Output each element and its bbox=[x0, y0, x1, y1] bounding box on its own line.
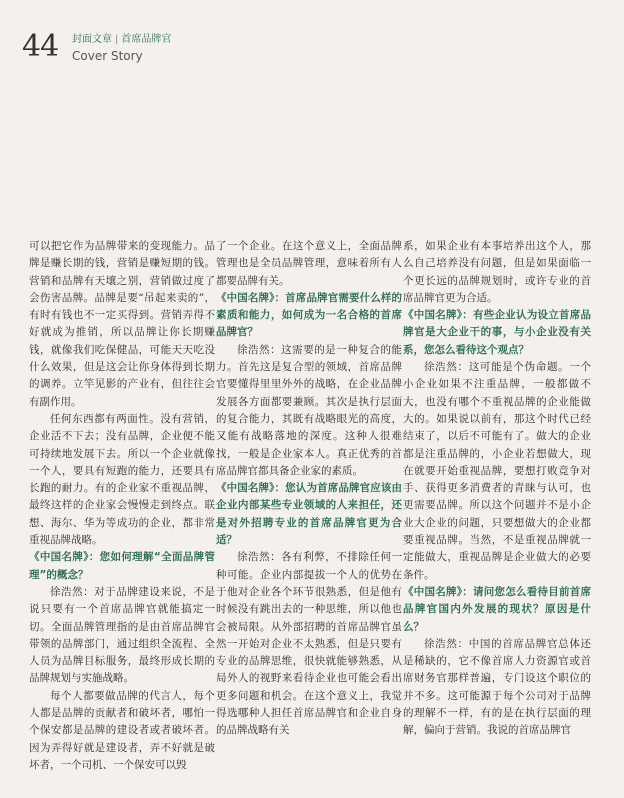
paragraph: 了一个企业。在这个意义上，全面品牌管理也是全员品牌管理，意味着所有人都要品牌有关。 bbox=[216, 240, 402, 287]
subsection-label: 首席品牌官 bbox=[121, 34, 172, 45]
section-label: 封面文章 bbox=[72, 34, 112, 45]
page-number: 44 bbox=[22, 29, 59, 64]
article-column-1 bbox=[29, 238, 215, 774]
interview-question: 《中国名牌》：您认为首席品牌官应该由企业内部某些专业领域的人来担任，还是对外招聘专业的首席品牌官更为合适？ bbox=[216, 482, 402, 547]
paragraph: 可以把它作为品牌带来的变现能力。品牌是赚长期的钱，营销是赚短期的钱。营销和品牌有天壤之别，营销做过度了会伤害品牌。品牌是要“吊起来卖的”，有时有钱也不一定买得到。营销弄得不好就成为推销，所以品牌让你长期赚钱，就像我们吃保健品，可能天天吃没什么效果，但是这会让你身体得到长期的调养。立竿见影的产业有，但往往会有副作用。 bbox=[29, 240, 215, 408]
paragraph: 任何东西都有两面性。没有营销，企业活不下去；没有品牌，企业便不能可持续地发展下去。所以一个企业就像一个人，要具有短跑的能力，还要具有长跑的耐力。有的企业家不重视品牌，最终这样的企业家会慢慢走到终点。联想、海尔、华为等成功的企业，都非常重视品牌战略。 bbox=[29, 412, 215, 547]
paragraph: 徐浩然：各有利弊，不排除任何一种可能。企业内部提拔一个人的优势在于他对企业各个环节很熟悉，但是他有时候没有跳出去的一种思维，所以他也会被局限。从外部招聘的首席品牌官虽然一开始对企业不太熟悉，但是只要有专业的品牌思维，很快就能够熟悉，从局外人的视野来看待企业也可能会看出更多问题和机会。在这个意义上，我觉得选哪种人担任首席品牌官和企业自身的品牌战略有关 bbox=[216, 551, 402, 737]
article-column-3 bbox=[403, 238, 591, 740]
section-separator: | bbox=[115, 34, 119, 45]
article-column-2 bbox=[216, 238, 402, 740]
interview-question: 《中国名牌》：有些企业认为设立首席品牌官是大企业干的事，与小企业没有关系，您怎么看待这个观点？ bbox=[403, 309, 591, 356]
interview-question: 《中国名牌》：请问您怎么看待目前首席品牌官国内外发展的现状？原因是什么？ bbox=[403, 585, 591, 633]
paragraph: 徐浩然：这需要的是一种复合的能力。首先这是复合型的领域，首席品牌官要懂得里里外外的战略，在企业品牌发展各方面都要兼顾。其次是执行层面的复合能力，其既有战略眼光的高度，又能有战略落地的深度。这种人很难找，一般是企业家本人。真正优秀的首席品牌官都具备企业家的素质。 bbox=[216, 343, 402, 477]
section-title-cn bbox=[72, 34, 171, 46]
paragraph: 徐浩然：这可能是个伪命题。一个小企业如果不注重品牌，一般都做不大，也没有哪个不重视品牌的企业能做大的。如果说以前有，那这个时代已经结束了，以后不可能有了。做大的企业都是注重品牌的，小企业若想做大，现在就要开始重视品牌，要想打败竞争对手、获得更多消费者的青睐与认可，也更需要品牌。所以这个问题并不是小企业大企业的问题，只要想做大的企业都要重视品牌。当然，不是重视品牌就一定能做大，重视品牌是企业做大的必要条件。 bbox=[403, 361, 591, 581]
section-title-en: Cover Story bbox=[72, 49, 143, 63]
paragraph: 徐浩然：中国的首席品牌官总体还是稀缺的，它不像首席人力资源官或首席财务官那样普遍，专门设这个职位的并不多。这可能源于每个公司对于品牌的理解不一样，有的是在执行层面的理解，偏向于营销。我说的首席品牌官 bbox=[403, 637, 591, 737]
paragraph: 徐浩然：对于品牌建设来说，不是说只要有一个首席品牌官就能搞定一切。全面品牌管理指的是由首席品牌官带领的品牌部门，通过组织全流程、全人员为品牌目标服务，最终形成长期的品牌规划与实施战略。 bbox=[29, 585, 215, 685]
interview-question: 《中国名牌》：首席品牌官需要什么样的素质和能力，如何成为一名合格的首席品牌官？ bbox=[216, 291, 402, 339]
section-header bbox=[72, 34, 171, 64]
paragraph: 系，如果企业有本事培养出这个人，那么自己培养没有问题，但是如果面临一个更长远的品牌规划时，或许专业的首席品牌官更为合适。 bbox=[403, 240, 591, 304]
paragraph: 每个人都要做品牌的代言人，每个人都是品牌的贡献者和破坏者，哪怕一个保安都是品牌的建设者或者破坏者。因为弄得好就是建设者，弄不好就是破坏者，一个司机、一个保安可以毁 bbox=[29, 689, 215, 771]
interview-question: 《中国名牌》：您如何理解“全面品牌管理”的概念？ bbox=[29, 551, 215, 581]
